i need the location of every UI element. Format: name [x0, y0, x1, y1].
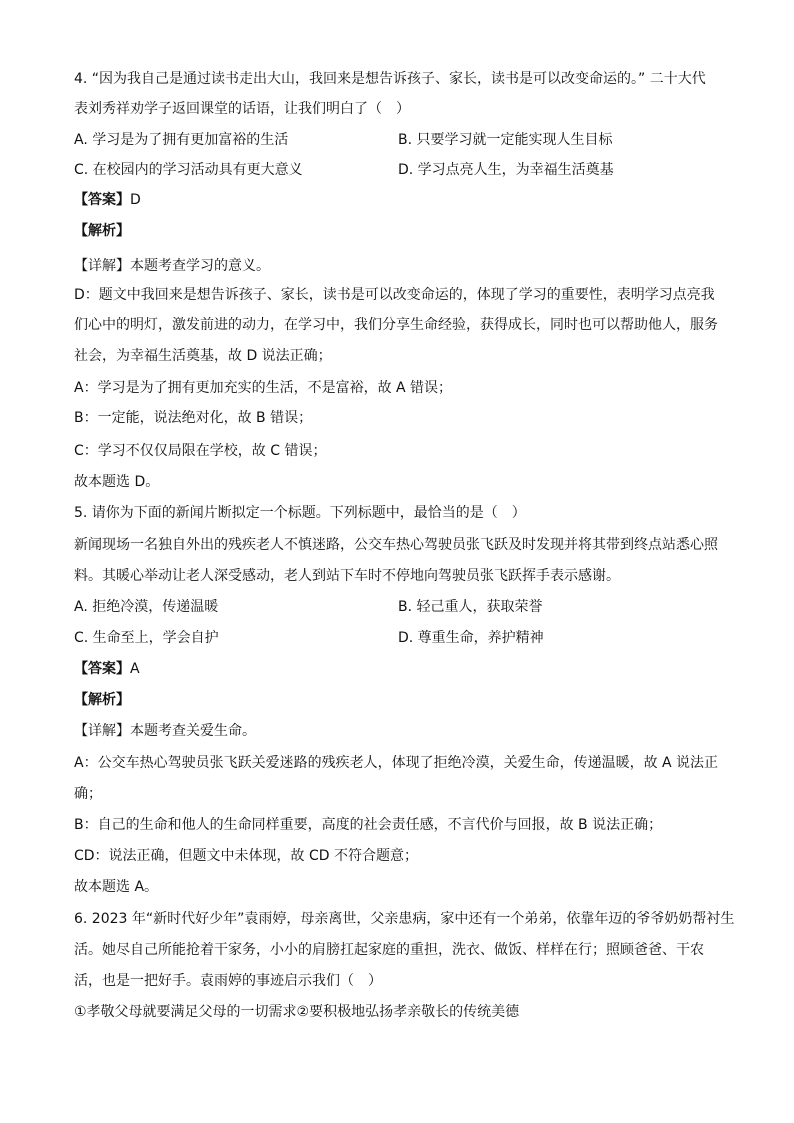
q6-statements: ①孝敬父母就要满足父母的一切需求②要积极地弘扬孝亲敬长的传统美德: [74, 1004, 520, 1020]
q5-option-c: C. 生命至上，学会自护: [74, 630, 219, 646]
q4-detail-line-4: 社会，为幸福生活奠基，故 D 说法正确；: [74, 348, 332, 364]
q4-answer: [74, 190, 141, 210]
q4-detail-line-7: C：学习不仅仅局限在学校，故 C 错误；: [74, 443, 327, 459]
q5-detail-line-3: 确；: [74, 786, 102, 802]
q6-stem-line-2: 活。她尽自己所能抢着干家务，小小的肩膀扛起家庭的重担，洗衣、做饭、样样在行；照顾爸爸、干农: [74, 942, 704, 958]
q4-option-b: B. 只要学习就一定能实现人生目标: [398, 132, 613, 148]
q4-option-d: D. 学习点亮人生，为幸福生活奠基: [398, 162, 614, 178]
q4-option-c: C. 在校园内的学习活动具有更大意义: [74, 162, 303, 178]
q4-detail-line-1: 【详解】本题考查学习的意义。: [74, 258, 270, 274]
q6-stem-line-3: 活，也是一把好手。袁雨婷的事迹启示我们（ ）: [74, 973, 382, 989]
q4-answer-value: D: [130, 192, 141, 208]
q4-option-a: A. 学习是为了拥有更加富裕的生活: [74, 132, 289, 148]
q5-detail-line-6: 故本题选 A。: [74, 879, 159, 895]
q5-stem-line-2: 新闻现场一名独自外出的残疾老人不慎迷路，公交车热心驾驶员张飞跃及时发现并将其带到终点站悉心照: [74, 537, 718, 553]
q5-option-b: B. 轻己重人，获取荣誉: [398, 599, 543, 615]
q4-detail-line-5: A：学习是为了拥有更加充实的生活，不是富裕，故 A 错误；: [74, 380, 453, 396]
q4-analysis-label: 【解析】: [74, 223, 130, 239]
q4-detail-line-2: D：题文中我回来是想告诉孩子、家长，读书是可以改变命运的，体现了学习的重要性，表明学习点亮我: [74, 287, 715, 303]
q5-option-d: D. 尊重生命，养护精神: [398, 630, 544, 646]
q4-stem-line-2: 表刘秀祥劝学子返回课堂的话语，让我们明白了（ ）: [74, 101, 410, 117]
q5-detail-line-5: CD：说法正确，但题文中未体现，故 CD 不符合题意；: [74, 848, 419, 864]
q6-stem-line-1: 6. 2023 年“新时代好少年”袁雨婷，母亲离世，父亲患病，家中还有一个弟弟，依靠年迈的爷爷奶奶帮衬生: [74, 911, 735, 927]
q5-detail-line-2: A：公交车热心驾驶员张飞跃关爱迷路的残疾老人，体现了拒绝冷漠，关爱生命，传递温暖，故 A 说法正: [74, 755, 719, 771]
q4-detail-line-6: B：一定能，说法绝对化，故 B 错误；: [74, 410, 313, 426]
q5-analysis-label: 【解析】: [74, 692, 130, 708]
q4-detail-line-8: 故本题选 D。: [74, 474, 160, 490]
q4-answer-label: 【答案】: [74, 192, 130, 208]
q4-detail-line-3: 们心中的明灯，激发前进的动力，在学习中，我们分享生命经验，获得成长，同时也可以帮助他人，服务: [74, 317, 718, 333]
q4-stem-line-1: 4. “因为我自己是通过读书走出大山，我回来是想告诉孩子、家长，读书是可以改变命运的。” 二十大代: [74, 71, 706, 87]
q5-answer-label: 【答案】: [74, 661, 130, 677]
q5-detail-line-1: 【详解】本题考查关爱生命。: [74, 723, 256, 739]
q5-detail-line-4: B：自己的生命和他人的生命同样重要，高度的社会责任感，不言代价与回报，故 B 说法正确；: [74, 817, 663, 833]
q5-stem-line-1: 5. 请你为下面的新闻片断拟定一个标题。下列标题中，最恰当的是（ ）: [74, 505, 526, 521]
q5-answer-value: A: [130, 661, 140, 677]
q5-stem-line-3: 料。其暖心举动让老人深受感动，老人到站下车时不停地向驾驶员张飞跃挥手表示感谢。: [74, 568, 620, 584]
q5-answer: [74, 659, 140, 679]
q5-option-a: A. 拒绝冷漠，传递温暖: [74, 599, 219, 615]
